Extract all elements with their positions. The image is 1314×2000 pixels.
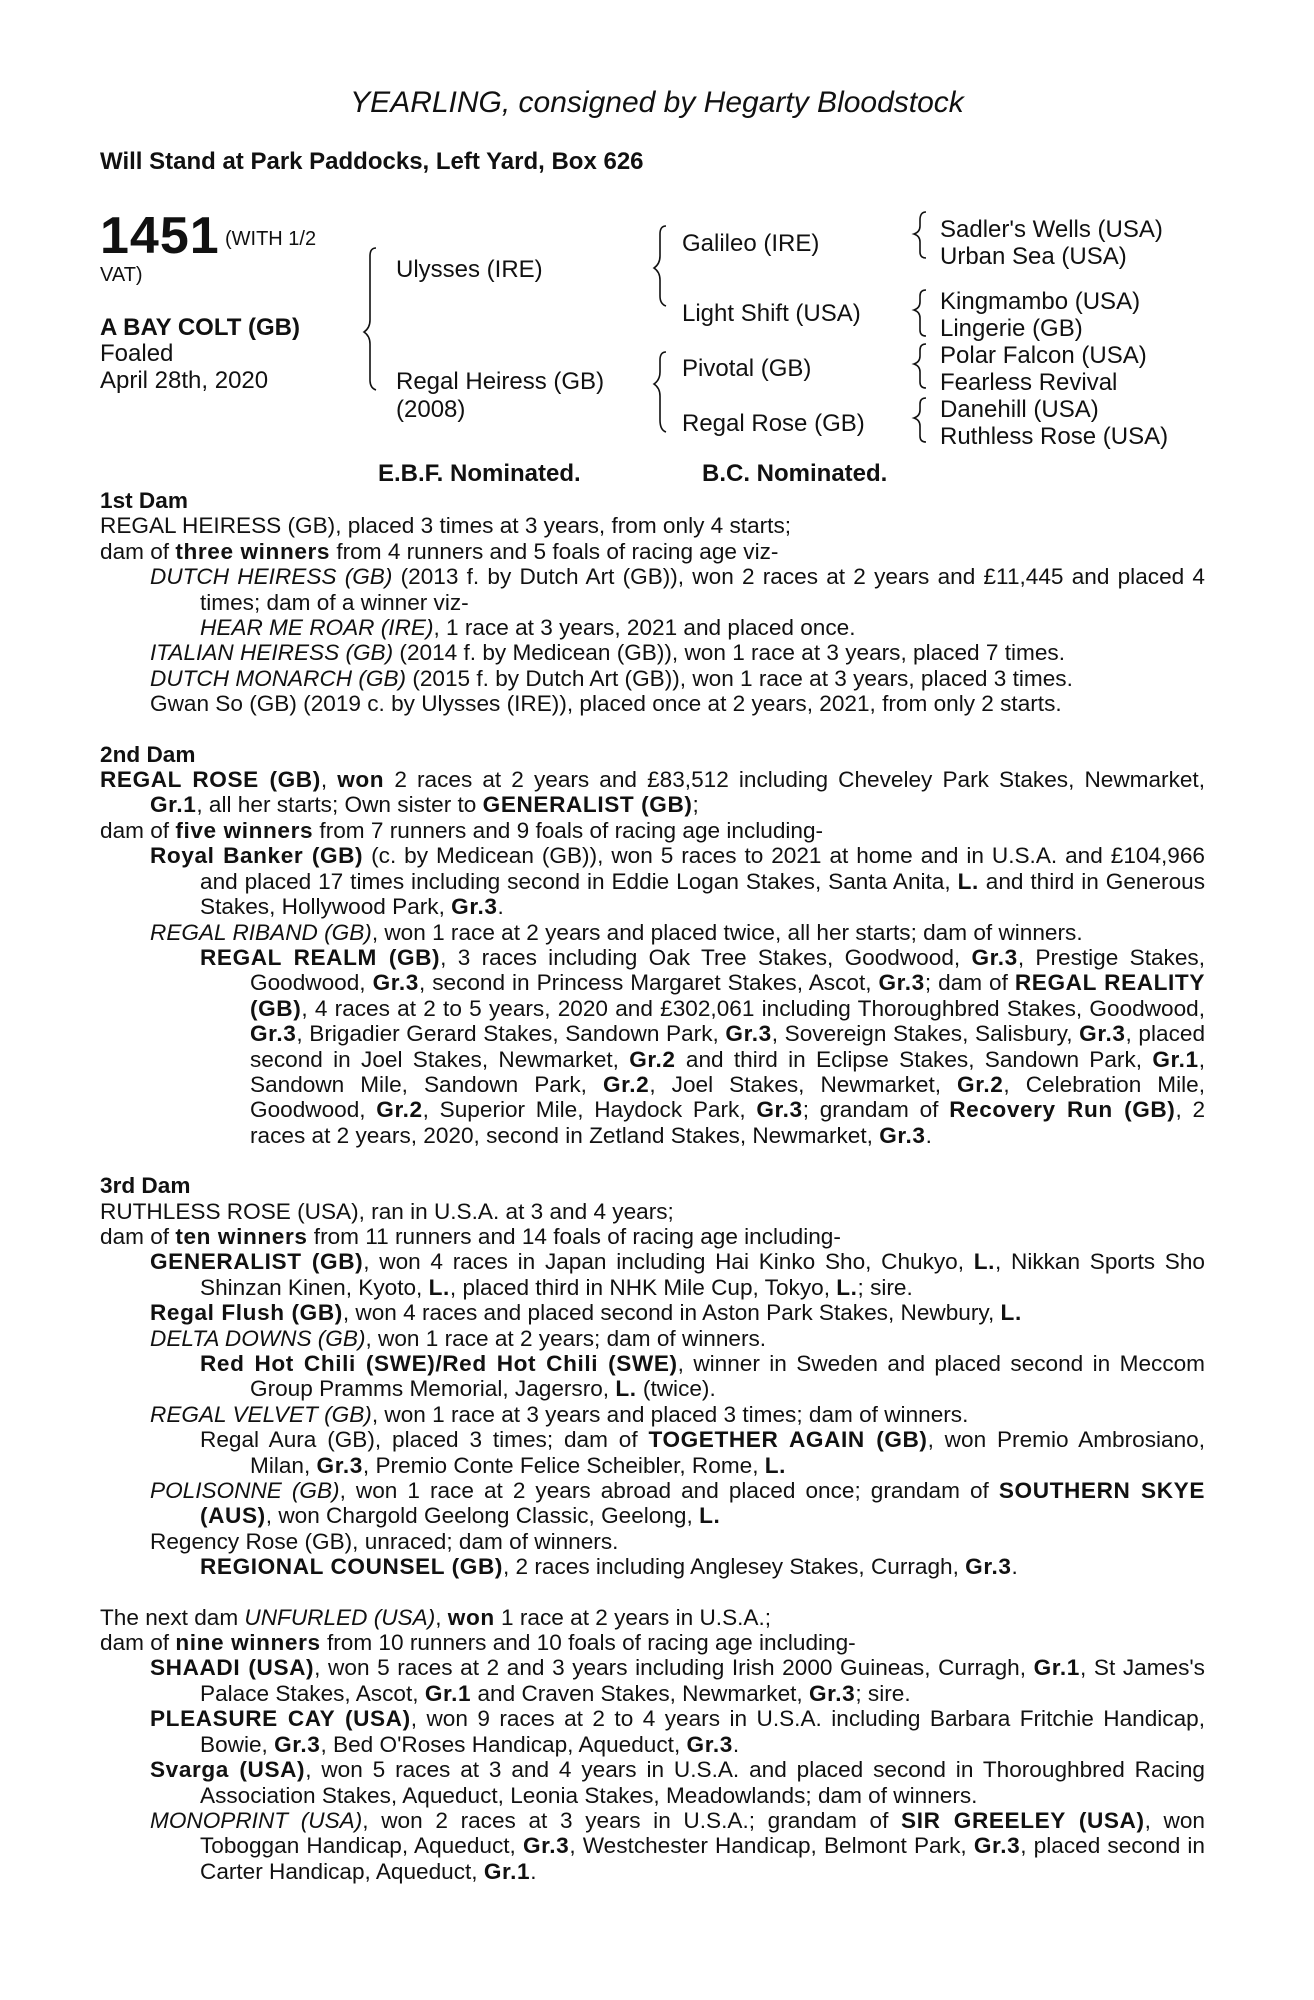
pedigree-gen3-7: Danehill (USA)	[940, 396, 1099, 423]
pedigree-dam-sire: Pivotal (GB)	[682, 355, 812, 382]
pedigree-sire-sire: Galileo (IRE)	[682, 230, 820, 257]
produce-entry: Red Hot Chili (SWE)/Red Hot Chili (SWE), winner in Sweden and placed second in Meccom Group Pramms Memorial, Jagersro, L. (twice).	[200, 1351, 1205, 1402]
stand-location: Will Stand at Park Paddocks, Left Yard, Box 626	[100, 148, 644, 175]
produce-entry: REGAL VELVET (GB), won 1 race at 3 years and placed 3 times; dam of winners.	[150, 1401, 969, 1427]
second-dam-produce-summary: dam of five winners from 7 runners and 9 foals of racing age including-	[100, 817, 824, 843]
second-dam-line: REGAL ROSE (GB), won 2 races at 2 years and £83,512 including Cheveley Park Stakes, Newmarket, Gr.1, all her starts; Own sister to GENERALIST (GB);	[100, 767, 1205, 818]
lot-number: 1451	[100, 207, 220, 265]
produce-entry: REGAL REALM (GB), 3 races including Oak Tree Stakes, Goodwood, Gr.3, Prestige Stakes, Goodwood, Gr.3, second in Princess Margaret Stakes, Ascot, Gr.3; dam of REGAL REALITY (GB), 4 races at 2 to 5 years, 2020 and £302,061 including Thoroughbred Stakes, Goodwood, Gr.3, Brigadier Gerard Stakes, Sandown Park, Gr.3, Sovereign Stakes, Salisbury, Gr.3, placed second in Joel Stakes, Newmarket, Gr.2 and third in Eclipse Stakes, Sandown Park, Gr.1, Sandown Mile, Sandown Park, Gr.2, Joel Stakes, Newmarket, Gr.2, Celebration Mile, Goodwood, Gr.2, Superior Mile, Haydock Park, Gr.3; grandam of Recovery Run (GB), 2 races at 2 years, 2020, second in Zetland Stakes, Newmarket, Gr.3.	[200, 944, 1206, 1148]
ebf-nominated: E.B.F. Nominated.	[378, 460, 581, 487]
produce-entry: ITALIAN HEIRESS (GB) (2014 f. by Medicean (GB)), won 1 race at 3 years, placed 7 times.	[150, 640, 1065, 666]
produce-entry: SHAADI (USA), won 5 races at 2 and 3 years including Irish 2000 Guineas, Curragh, Gr.1, St James's Palace Stakes, Ascot, Gr.1 and Craven Stakes, Newmarket, Gr.3; sire.	[150, 1655, 1205, 1706]
consignor-heading: YEARLING, consigned by Hegarty Bloodstock	[350, 86, 964, 119]
next-dam-line: The next dam UNFURLED (USA), won 1 race at 2 years in U.S.A.;	[100, 1604, 772, 1630]
foaled-date: April 28th, 2020	[100, 367, 269, 394]
produce-entry: HEAR ME ROAR (IRE), 1 race at 3 years, 2021 and placed once.	[200, 615, 856, 641]
produce-entry: DUTCH MONARCH (GB) (2015 f. by Dutch Art (GB)), won 1 race at 3 years, placed 3 times.	[150, 665, 1073, 691]
pedigree-gen3-2: Urban Sea (USA)	[940, 243, 1127, 270]
pedigree-gen3-3: Kingmambo (USA)	[940, 288, 1141, 315]
produce-entry: REGAL RIBAND (GB), won 1 race at 2 years and placed twice, all her starts; dam of winners.	[150, 919, 1083, 945]
produce-entry: Regal Aura (GB), placed 3 times; dam of TOGETHER AGAIN (GB), won Premio Ambrosiano, Milan, Gr.3, Premio Conte Felice Scheibler, Rome, L.	[200, 1427, 1205, 1478]
pedigree-sire-dam: Light Shift (USA)	[682, 300, 861, 327]
produce-entry: DELTA DOWNS (GB), won 1 race at 2 years; dam of winners.	[150, 1325, 767, 1351]
pedigree-sire: Ulysses (IRE)	[396, 256, 543, 283]
bc-nominated: B.C. Nominated.	[702, 460, 888, 487]
produce-entry: Regal Flush (GB), won 4 races and placed second in Aston Park Stakes, Newbury, L.	[150, 1300, 1022, 1326]
produce-entry: GENERALIST (GB), won 4 races in Japan including Hai Kinko Sho, Chukyo, L., Nikkan Sports Sho Shinzan Kinen, Kyoto, L., placed third in NHK Mile Cup, Tokyo, L.; sire.	[150, 1249, 1205, 1300]
pedigree-dam: Regal Heiress (GB)	[396, 368, 605, 395]
third-dam-line: RUTHLESS ROSE (USA), ran in U.S.A. at 3 and 4 years;	[100, 1198, 674, 1224]
pedigree-gen3-1: Sadler's Wells (USA)	[940, 216, 1163, 243]
third-dam-heading: 3rd Dam	[100, 1173, 191, 1199]
first-dam-line: REGAL HEIRESS (GB), placed 3 times at 3 years, from only 4 starts;	[100, 513, 792, 539]
pedigree-gen3-6: Fearless Revival	[940, 369, 1118, 396]
pedigree-gen3-5: Polar Falcon (USA)	[940, 342, 1147, 369]
first-dam-produce-summary: dam of three winners from 4 runners and 5 foals of racing age viz-	[100, 538, 779, 564]
produce-entry: PLEASURE CAY (USA), won 9 races at 2 to 4 years in U.S.A. including Barbara Fritchie Handicap, Bowie, Gr.3, Bed O'Roses Handicap, Aqueduct, Gr.3.	[150, 1706, 1205, 1757]
produce-entry: MONOPRINT (USA), won 2 races at 3 years in U.S.A.; grandam of SIR GREELEY (USA), won Toboggan Handicap, Aqueduct, Gr.3, Westchester Handicap, Belmont Park, Gr.3, placed second in Carter Handicap, Aqueduct, Gr.1.	[150, 1807, 1205, 1884]
second-dam-heading: 2nd Dam	[100, 741, 196, 767]
next-dam-produce-summary: dam of nine winners from 10 runners and 10 foals of racing age including-	[100, 1630, 856, 1656]
pedigree-gen3-8: Ruthless Rose (USA)	[940, 423, 1169, 450]
pedigree-gen3-4: Lingerie (GB)	[940, 315, 1083, 342]
lot-vat-note-cont: VAT)	[100, 264, 143, 286]
third-dam-produce-summary: dam of ten winners from 11 runners and 14 foals of racing age including-	[100, 1223, 841, 1249]
produce-entry: DUTCH HEIRESS (GB) (2013 f. by Dutch Art (GB)), won 2 races at 2 years and £11,445 and placed 4 times; dam of a winner viz-	[150, 564, 1205, 615]
pedigree-dam-dam: Regal Rose (GB)	[682, 410, 865, 437]
produce-entry: Royal Banker (GB) (c. by Medicean (GB)), won 5 races to 2021 at home and in U.S.A. and £104,966 and placed 17 times including second in Eddie Logan Stakes, Santa Anita, L. and third in Generous Stakes, Hollywood Park, Gr.3.	[150, 843, 1205, 920]
catalogue-body	[100, 488, 1205, 1884]
lot-title: A BAY COLT (GB)	[100, 314, 301, 341]
produce-entry: POLISONNE (GB), won 1 race at 2 years abroad and placed once; grandam of SOUTHERN SKYE (AUS), won Chargold Geelong Classic, Geelong, L.	[150, 1478, 1205, 1529]
produce-entry: Svarga (USA), won 5 races at 3 and 4 years in U.S.A. and placed second in Thoroughbred Racing Association Stakes, Aqueduct, Leonia Stakes, Meadowlands; dam of winners.	[150, 1757, 1205, 1808]
pedigree-dam-year: (2008)	[396, 396, 466, 423]
produce-entry: REGIONAL COUNSEL (GB), 2 races including Anglesey Stakes, Curragh, Gr.3.	[200, 1554, 1018, 1580]
first-dam-heading: 1st Dam	[100, 488, 188, 513]
foaled-label: Foaled	[100, 340, 174, 367]
produce-entry: Gwan So (GB) (2019 c. by Ulysses (IRE)), placed once at 2 years, 2021, from only 2 starts.	[150, 691, 1062, 717]
lot-vat-note: (WITH 1/2	[225, 228, 317, 250]
produce-entry: Regency Rose (GB), unraced; dam of winners.	[150, 1528, 619, 1554]
